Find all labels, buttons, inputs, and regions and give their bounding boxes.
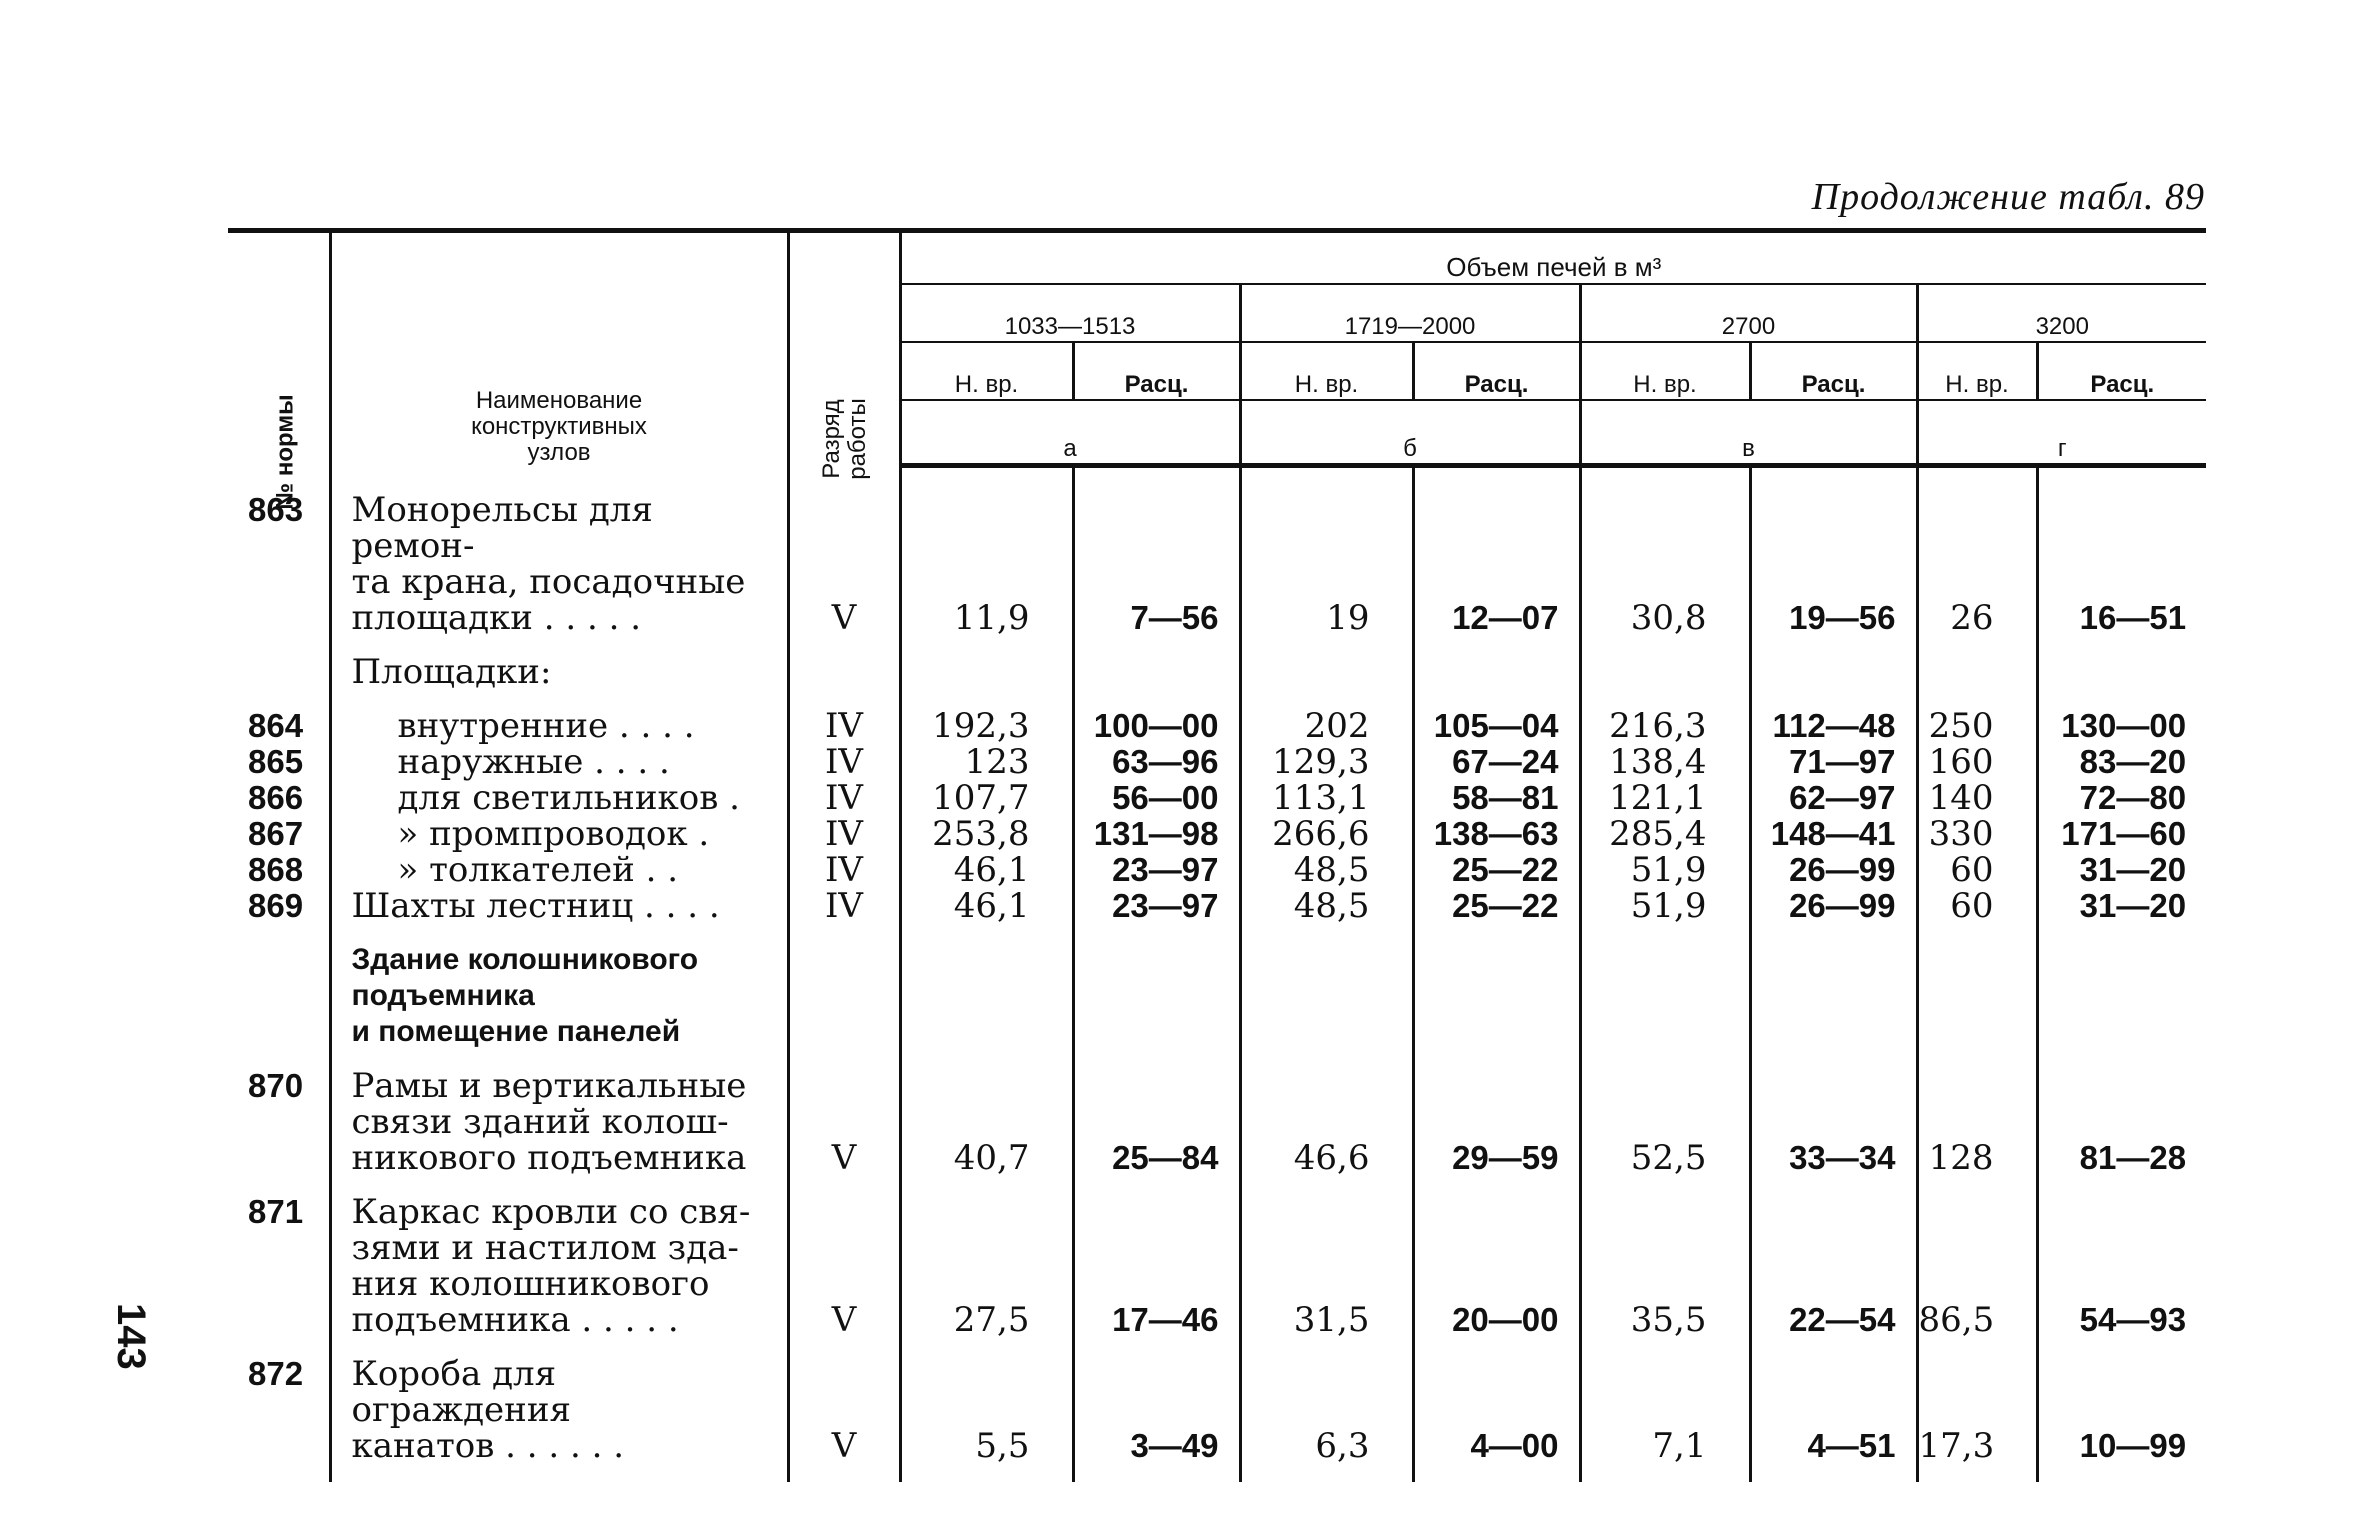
grade-cell: V: [788, 492, 900, 636]
spacer-cell: [900, 636, 1073, 654]
time-norm-cell: 330: [1917, 816, 2037, 852]
time-norm-cell: 60: [1917, 852, 2037, 888]
grade-cell: IV: [788, 852, 900, 888]
table-row: [228, 1194, 2206, 1338]
empty-cell: [788, 942, 900, 1050]
time-norm-cell: 27,5: [900, 1194, 1073, 1338]
norm-number: 867: [248, 815, 304, 852]
rate-cell: 81—28: [2037, 1068, 2206, 1176]
table-row: [228, 744, 2206, 780]
heading-line: подъемника: [351, 979, 535, 1012]
empty-cell: [1073, 654, 1240, 690]
time-norm-cell: 40,7: [900, 1068, 1073, 1176]
rate-cell: 62—97: [1750, 780, 1917, 816]
time-norm-cell: 202: [1240, 708, 1413, 744]
spacer-cell: [1580, 1464, 1750, 1482]
time-norm-cell: 216,3: [1580, 708, 1750, 744]
rate-cell: 71—97: [1750, 744, 1917, 780]
table-row: [228, 1068, 2206, 1176]
rate-cell: 31—20: [2037, 852, 2206, 888]
spacer-cell: [228, 924, 330, 942]
time-norm-cell: 285,4: [1580, 816, 1750, 852]
node-name-line: » толкателей . .: [397, 850, 679, 890]
spacer-cell: [788, 1464, 900, 1482]
spacer-cell: [1917, 1464, 2037, 1482]
rate-cell: 130—00: [2037, 708, 2206, 744]
spacer-cell: [1750, 466, 1917, 493]
group-g-rate-header: Расц.: [2037, 342, 2206, 400]
time-norm-cell: 192,3: [900, 708, 1073, 744]
rate-cell: 19—56: [1750, 492, 1917, 636]
node-name-line: канатов . . . . . .: [351, 1426, 625, 1466]
rate-cell: 131—98: [1073, 816, 1240, 852]
table-row: [228, 708, 2206, 744]
time-norm-cell: 31,5: [1240, 1194, 1413, 1338]
norm-number: 863: [248, 491, 304, 528]
empty-cell: [1240, 654, 1413, 690]
group-g-time-header: Н. вр.: [1917, 342, 2037, 400]
spacer-cell: [2037, 1176, 2206, 1194]
spacer-cell: [788, 1050, 900, 1068]
spacer-cell: [900, 1338, 1073, 1356]
rate-cell: 22—54: [1750, 1194, 1917, 1338]
spacer-cell: [1413, 1464, 1580, 1482]
row-spacer: [228, 1464, 2206, 1482]
grade-cell: V: [788, 1194, 900, 1338]
group-v-range: 2700: [1580, 284, 1917, 342]
node-name-line: та крана, посадочные: [351, 562, 746, 602]
spacer-cell: [1073, 1050, 1240, 1068]
spacer-cell: [788, 1338, 900, 1356]
rate-cell: 105—04: [1413, 708, 1580, 744]
time-norm-cell: 46,1: [900, 888, 1073, 924]
empty-cell: [1413, 942, 1580, 1050]
node-name-line: ния колошникового: [351, 1264, 710, 1304]
rate-cell: 23—97: [1073, 852, 1240, 888]
spacer-cell: [1580, 636, 1750, 654]
spacer-cell: [228, 690, 330, 708]
rate-cell: 171—60: [2037, 816, 2206, 852]
table-row: [228, 888, 2206, 924]
rate-cell: 112—48: [1750, 708, 1917, 744]
group-g-range: 3200: [1917, 284, 2206, 342]
node-name-line: Шахты лестниц . . . .: [351, 886, 720, 926]
spacer-cell: [1580, 466, 1750, 493]
spacer-cell: [1413, 690, 1580, 708]
grade-header: [788, 231, 900, 480]
node-name: [330, 1068, 788, 1176]
spacer-cell: [1750, 924, 1917, 942]
table-row: [228, 1356, 2206, 1464]
empty-cell: [788, 654, 900, 690]
rate-cell: 25—22: [1413, 852, 1580, 888]
section-row: [228, 942, 2206, 1050]
spacer-cell: [2037, 924, 2206, 942]
spacer-cell: [1240, 1464, 1413, 1482]
grade-cell: V: [788, 1356, 900, 1464]
page-number: 143: [109, 1303, 153, 1370]
rate-cell: 25—84: [1073, 1068, 1240, 1176]
empty-cell: [1073, 942, 1240, 1050]
spacer-cell: [1073, 690, 1240, 708]
spacer-cell: [1580, 1050, 1750, 1068]
norm-number: 864: [248, 707, 304, 744]
spacer-cell: [1413, 466, 1580, 493]
section-heading: [330, 654, 788, 690]
norm-number: 868: [248, 851, 304, 888]
spacer-cell: [1750, 1050, 1917, 1068]
spacer-cell: [1750, 636, 1917, 654]
spacer-cell: [788, 924, 900, 942]
row-spacer: [228, 924, 2206, 942]
time-norm-cell: 266,6: [1240, 816, 1413, 852]
node-name-line: площадки . . . . .: [351, 598, 642, 638]
rate-cell: 29—59: [1413, 1068, 1580, 1176]
group-v-time-header: Н. вр.: [1580, 342, 1750, 400]
time-norm-cell: 6,3: [1240, 1356, 1413, 1464]
time-norm-cell: 121,1: [1580, 780, 1750, 816]
subsection-heading: [330, 942, 788, 1050]
spacer-cell: [1917, 466, 2037, 493]
spacer-cell: [1580, 1176, 1750, 1194]
table-body: [228, 466, 2206, 1483]
grade-cell: IV: [788, 708, 900, 744]
table-row: [228, 492, 2206, 636]
rate-cell: 4—00: [1413, 1356, 1580, 1464]
time-norm-cell: 123: [900, 744, 1073, 780]
spacer-cell: [788, 1176, 900, 1194]
time-norm-cell: 46,1: [900, 852, 1073, 888]
spacer-cell: [1073, 636, 1240, 654]
rate-cell: 25—22: [1413, 888, 1580, 924]
node-name: [330, 780, 788, 816]
node-name-line: связи зданий колош-: [351, 1102, 729, 1142]
spacer-cell: [1240, 466, 1413, 493]
node-name: [330, 1356, 788, 1464]
rate-cell: 16—51: [2037, 492, 2206, 636]
spacer-cell: [1413, 924, 1580, 942]
time-norm-cell: 128: [1917, 1068, 2037, 1176]
node-name: [330, 492, 788, 636]
spacer-cell: [2037, 1464, 2206, 1482]
time-norm-cell: 51,9: [1580, 852, 1750, 888]
spacer-cell: [1240, 924, 1413, 942]
time-norm-cell: 7,1: [1580, 1356, 1750, 1464]
spacer-cell: [900, 1050, 1073, 1068]
rate-cell: 100—00: [1073, 708, 1240, 744]
empty-cell: [900, 654, 1073, 690]
grade-cell: IV: [788, 744, 900, 780]
time-norm-cell: 48,5: [1240, 888, 1413, 924]
node-name: [330, 888, 788, 924]
empty-cell: [1917, 942, 2037, 1050]
empty-cell: [1240, 942, 1413, 1050]
time-norm-cell: 46,6: [1240, 1068, 1413, 1176]
node-name: [330, 708, 788, 744]
empty-cell: [1580, 942, 1750, 1050]
spacer-cell: [1750, 690, 1917, 708]
spacer-cell: [228, 1176, 330, 1194]
rate-cell: 4—51: [1750, 1356, 1917, 1464]
spacer-cell: [1413, 1338, 1580, 1356]
spacer-cell: [2037, 466, 2206, 493]
norm-number: 872: [248, 1355, 304, 1392]
spacer-cell: [1413, 1050, 1580, 1068]
rate-cell: 138—63: [1413, 816, 1580, 852]
time-norm-cell: 86,5: [1917, 1194, 2037, 1338]
node-name-line: зями и настилом зда-: [351, 1228, 739, 1268]
spacer-cell: [228, 636, 330, 654]
rate-cell: 56—00: [1073, 780, 1240, 816]
rate-cell: 20—00: [1413, 1194, 1580, 1338]
spacer-cell: [1580, 924, 1750, 942]
spacer-cell: [1073, 1176, 1240, 1194]
empty-num-cell: [228, 942, 330, 1050]
node-name: [330, 1194, 788, 1338]
norm-number: 866: [248, 779, 304, 816]
group-a-range: 1033—1513: [900, 284, 1240, 342]
table-row: [228, 780, 2206, 816]
empty-cell: [2037, 942, 2206, 1050]
node-name-line: Рамы и вертикальные: [351, 1066, 747, 1106]
norm-number-header-label: № нормы: [271, 393, 299, 510]
volume-header: Объем печей в м³: [900, 231, 2206, 285]
node-name-line: подъемника . . . . .: [351, 1300, 679, 1340]
time-norm-cell: 30,8: [1580, 492, 1750, 636]
empty-cell: [1580, 654, 1750, 690]
empty-cell: [2037, 654, 2206, 690]
spacer-cell: [1750, 1338, 1917, 1356]
rate-cell: 72—80: [2037, 780, 2206, 816]
spacer-cell: [900, 1464, 1073, 1482]
group-b-range: 1719—2000: [1240, 284, 1580, 342]
spacer-cell: [228, 1050, 330, 1068]
time-norm-cell: 140: [1917, 780, 2037, 816]
spacer-cell: [1073, 924, 1240, 942]
node-name-line: внутренние . . . .: [397, 706, 695, 746]
rate-cell: 58—81: [1413, 780, 1580, 816]
rate-cell: 26—99: [1750, 888, 1917, 924]
grade-header-label: Разряд работы: [817, 397, 871, 480]
spacer-cell: [1917, 1176, 2037, 1194]
table-row: [228, 852, 2206, 888]
node-name: [330, 852, 788, 888]
heading-line: и помещение панелей: [351, 1015, 681, 1048]
spacer-cell: [900, 466, 1073, 493]
rate-cell: 67—24: [1413, 744, 1580, 780]
spacer-cell: [330, 924, 788, 942]
rate-cell: 10—99: [2037, 1356, 2206, 1464]
spacer-cell: [2037, 1338, 2206, 1356]
rate-cell: 148—41: [1750, 816, 1917, 852]
name-header: [330, 231, 788, 466]
group-b-rate-header: Расц.: [1413, 342, 1580, 400]
time-norm-cell: 60: [1917, 888, 2037, 924]
spacer-cell: [1073, 1464, 1240, 1482]
grade-cell: V: [788, 1068, 900, 1176]
norm-number: 869: [248, 887, 304, 924]
time-norm-cell: 17,3: [1917, 1356, 2037, 1464]
group-g-letter: г: [1917, 400, 2206, 466]
norm-number: 865: [248, 743, 304, 780]
heading-line: Здание колошникового: [351, 943, 699, 976]
group-b-time-header: Н. вр.: [1240, 342, 1413, 400]
group-v-rate-header: Расц.: [1750, 342, 1917, 400]
spacer-cell: [330, 1464, 788, 1482]
empty-cell: [1413, 654, 1580, 690]
spacer-cell: [1917, 1338, 2037, 1356]
time-norm-cell: 52,5: [1580, 1068, 1750, 1176]
rate-cell: 83—20: [2037, 744, 2206, 780]
spacer-cell: [1413, 1176, 1580, 1194]
time-norm-cell: 113,1: [1240, 780, 1413, 816]
spacer-cell: [900, 1176, 1073, 1194]
heading-line: Площадки:: [351, 652, 552, 692]
time-norm-cell: 5,5: [900, 1356, 1073, 1464]
spacer-cell: [1240, 1338, 1413, 1356]
grade-cell: IV: [788, 780, 900, 816]
empty-cell: [1750, 654, 1917, 690]
grade-cell: IV: [788, 888, 900, 924]
group-b-letter: б: [1240, 400, 1580, 466]
norm-number: 871: [248, 1193, 304, 1230]
spacer-cell: [1750, 1176, 1917, 1194]
table-continuation-caption: Продолжение табл. 89: [1811, 176, 2205, 218]
time-norm-cell: 138,4: [1580, 744, 1750, 780]
spacer-cell: [330, 466, 788, 493]
group-v-letter: в: [1580, 400, 1917, 466]
table-row: [228, 816, 2206, 852]
spacer-cell: [1413, 636, 1580, 654]
time-norm-cell: 107,7: [900, 780, 1073, 816]
node-name-line: Монорельсы для ремон-: [351, 490, 653, 566]
spacer-cell: [2037, 1050, 2206, 1068]
empty-cell: [1917, 654, 2037, 690]
spacer-cell: [1240, 636, 1413, 654]
node-name: [330, 816, 788, 852]
spacer-cell: [1240, 1050, 1413, 1068]
rate-cell: 12—07: [1413, 492, 1580, 636]
time-norm-cell: 160: [1917, 744, 2037, 780]
time-norm-cell: 253,8: [900, 816, 1073, 852]
node-name: [330, 744, 788, 780]
spacer-cell: [1917, 636, 2037, 654]
rate-cell: 7—56: [1073, 492, 1240, 636]
spacer-cell: [1917, 924, 2037, 942]
node-name-line: никового подъемника: [351, 1138, 747, 1178]
spacer-cell: [788, 636, 900, 654]
spacer-cell: [1917, 1050, 2037, 1068]
group-a-letter: а: [900, 400, 1240, 466]
spacer-cell: [1073, 1338, 1240, 1356]
rate-cell: 63—96: [1073, 744, 1240, 780]
time-norm-cell: 48,5: [1240, 852, 1413, 888]
node-name-line: » промпроводок .: [397, 814, 710, 854]
rate-cell: 26—99: [1750, 852, 1917, 888]
spacer-cell: [2037, 636, 2206, 654]
node-name-line: наружные . . . .: [397, 742, 670, 782]
empty-num-cell: [228, 654, 330, 690]
rate-cell: 17—46: [1073, 1194, 1240, 1338]
time-norm-cell: 19: [1240, 492, 1413, 636]
empty-cell: [1750, 942, 1917, 1050]
node-name-line: Каркас кровли со свя-: [351, 1192, 751, 1232]
spacer-cell: [1240, 1176, 1413, 1194]
time-norm-cell: 35,5: [1580, 1194, 1750, 1338]
spacer-cell: [2037, 690, 2206, 708]
rate-cell: 3—49: [1073, 1356, 1240, 1464]
rate-cell: 54—93: [2037, 1194, 2206, 1338]
time-norm-cell: 250: [1917, 708, 2037, 744]
rate-cell: 31—20: [2037, 888, 2206, 924]
time-norm-cell: 129,3: [1240, 744, 1413, 780]
spacer-cell: [1073, 466, 1240, 493]
node-name-line: для светильников .: [397, 778, 740, 818]
group-a-time-header: Н. вр.: [900, 342, 1073, 400]
rate-cell: 33—34: [1750, 1068, 1917, 1176]
spacer-cell: [900, 924, 1073, 942]
spacer-cell: [228, 1338, 330, 1356]
spacer-cell: [1750, 1464, 1917, 1482]
row-spacer: [228, 466, 2206, 493]
time-norm-cell: 26: [1917, 492, 2037, 636]
spacer-cell: [228, 1464, 330, 1482]
name-header-label: Наименование конструктивных узлов: [471, 386, 647, 466]
rate-cell: 23—97: [1073, 888, 1240, 924]
group-a-rate-header: Расц.: [1073, 342, 1240, 400]
grade-cell: IV: [788, 816, 900, 852]
section-row: [228, 654, 2206, 690]
norms-table: [228, 228, 2206, 1482]
empty-cell: [900, 942, 1073, 1050]
spacer-cell: [1580, 1338, 1750, 1356]
node-name-line: Короба для ограждения: [351, 1354, 571, 1430]
norm-number: 870: [248, 1067, 304, 1104]
time-norm-cell: 51,9: [1580, 888, 1750, 924]
time-norm-cell: 11,9: [900, 492, 1073, 636]
